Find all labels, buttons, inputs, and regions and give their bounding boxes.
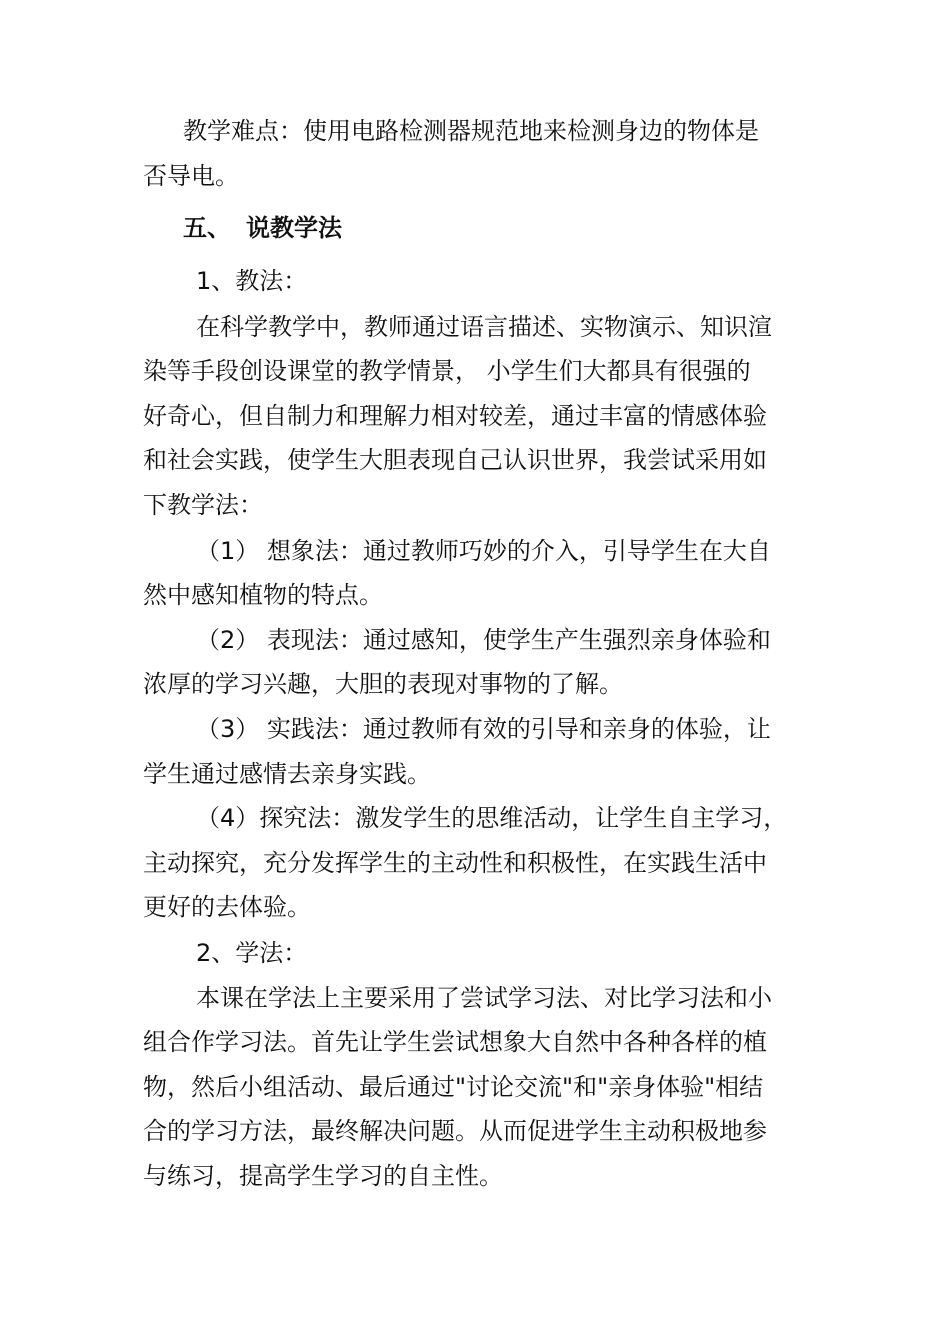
- text-line: （3） 实践法：通过教师有效的引导和亲身的体验，让: [196, 715, 771, 743]
- text-line: 学生通过感情去亲身实践。: [143, 760, 431, 788]
- text-line: 更好的去体验。: [143, 893, 311, 921]
- text-line: 好奇心，但自制力和理解力相对较差，通过丰富的情感体验: [143, 402, 767, 430]
- section-title: 说教学法: [246, 214, 342, 242]
- learning-method-heading: 2、学法：: [196, 939, 308, 967]
- text-line: 主动探究，充分发挥学生的主动性和积极性，在实践生活中: [143, 849, 767, 877]
- teaching-method-heading: 1、教法：: [196, 267, 308, 295]
- text-line: （2） 表现法：通过感知，使学生产生强烈亲身体验和: [196, 626, 771, 654]
- text-line: 下教学法：: [143, 491, 263, 519]
- text-line: 与练习，提高学生学习的自主性。: [143, 1162, 503, 1190]
- text-line: （1） 想象法：通过教师巧妙的介入，引导学生在大自: [196, 537, 771, 565]
- text-line: 和社会实践，使学生大胆表现自己认识世界，我尝试采用如: [143, 446, 767, 474]
- text-line: 物，然后小组活动、最后通过"讨论交流"和"亲身体验"相结: [143, 1073, 764, 1101]
- text-line: 浓厚的学习兴趣，大胆的表现对事物的了解。: [143, 670, 623, 698]
- text-line: （4）探究法：激发学生的思维活动，让学生自主学习，: [196, 804, 788, 832]
- text-line: 组合作学习法。首先让学生尝试想象大自然中各种各样的植: [143, 1028, 767, 1056]
- text-line: 在科学教学中，教师通过语言描述、实物演示、知识渲: [196, 313, 772, 341]
- section-number: 五、: [183, 214, 231, 242]
- text-line: 教学难点：使用电路检测器规范地来检测身边的物体是: [183, 117, 759, 145]
- text-line: 染等手段创设课堂的教学情景， 小学生们大都具有很强的: [143, 357, 751, 385]
- text-line: 合的学习方法，最终解决问题。从而促进学生主动积极地参: [143, 1117, 767, 1145]
- text-line: 本课在学法上主要采用了尝试学习法、对比学习法和小: [196, 984, 772, 1012]
- text-line: 然中感知植物的特点。: [143, 581, 383, 609]
- text-line: 否导电。: [143, 162, 239, 190]
